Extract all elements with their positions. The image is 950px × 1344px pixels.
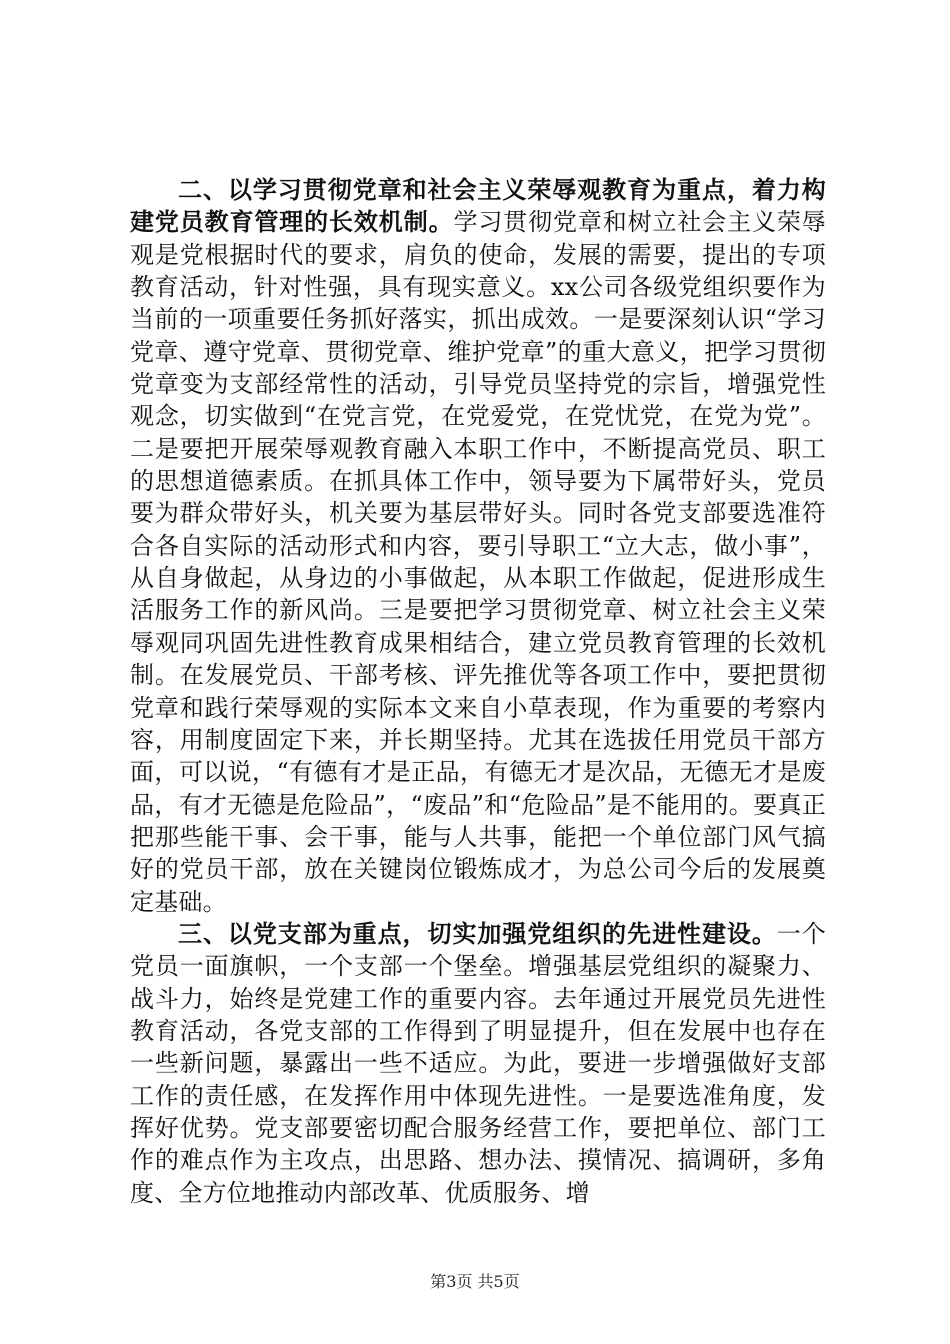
- paragraph-heading: 三、以党支部为重点，切实加强党组织的先进性建设。: [178, 918, 777, 948]
- document-body: [130, 174, 826, 1209]
- paragraph-section-three: [130, 918, 826, 1209]
- paragraph-text: 学习贯彻党章和树立社会主义荣辱观是党根据时代的要求，肩负的使命，发展的需要，提出的专项教育活动，针对性强，具有现实意义。xx公司各级党组织要作为当前的一项重要任务抓好落实，抓出成效。一是要深刻认识“学习党章、遵守党章、贯彻党章、维护党章”的重大意义，把学习贯彻党章变为支部经常性的活动，引导党员坚持党的宗旨，增强党性观念，切实做到“在党言党，在党爱党，在党忧党，在党为党”。二是要把开展荣辱观教育融入本职工作中，不断提高党员、职工的思想道德素质。在抓具体工作中，领导要为下属带好头，党员要为群众带好头，机关要为基层带好头。同时各党支部要选准符合各自实际的活动形式和内容，要引导职工“立大志，做小事”，从自身做起，从身边的小事做起，从本职工作做起，促进形成生活服务工作的新风尚。三是要把学习贯彻党章、树立社会主义荣辱观同巩固先进性教育成果相结合，建立党员教育管理的长效机制。在发展党员、干部考核、评先推优等各项工作中，要把贯彻党章和践行荣辱观的实际本文来自小草表现，作为重要的考察内容，用制度固定下来，并长期坚持。尤其在选拔任用党员干部方面，可以说，“有德有才是正品，有德无才是次品，无德无才是废品，有才无德是危险品”，“废品”和“危险品”是不能用的。要真正把那些能干事、会干事，能与人共事，能把一个单位部门风气搞好的党员干部，放在关键岗位锻炼成才，为总公司今后的发展奠定基础。: [130, 208, 827, 916]
- page-footer: [0, 1272, 950, 1292]
- paragraph-heading: 二、以学习贯彻党章和社会主义荣辱观教育为重点，着力构建党员教育管理的长效机制。: [130, 175, 826, 237]
- page-number: 第3页 共5页: [430, 1272, 520, 1291]
- paragraph-section-two: [130, 174, 826, 918]
- paragraph-text: 一个党员一面旗帜，一个支部一个堡垒。增强基层党组织的凝聚力、战斗力，始终是党建工作的重要内容。去年通过开展党员先进性教育活动，各党支部的工作得到了明显提升，但在发展中也存在一些新问题，暴露出一些不适应。为此，要进一步增强做好支部工作的责任感，在发挥作用中体现先进性。一是要选准角度，发挥好优势。党支部要密切配合服务经营工作，要把单位、部门工作的难点作为主攻点，出思路、想办法、摸情况、搞调研，多角度、全方位地推动内部改革、优质服务、增: [130, 919, 826, 1207]
